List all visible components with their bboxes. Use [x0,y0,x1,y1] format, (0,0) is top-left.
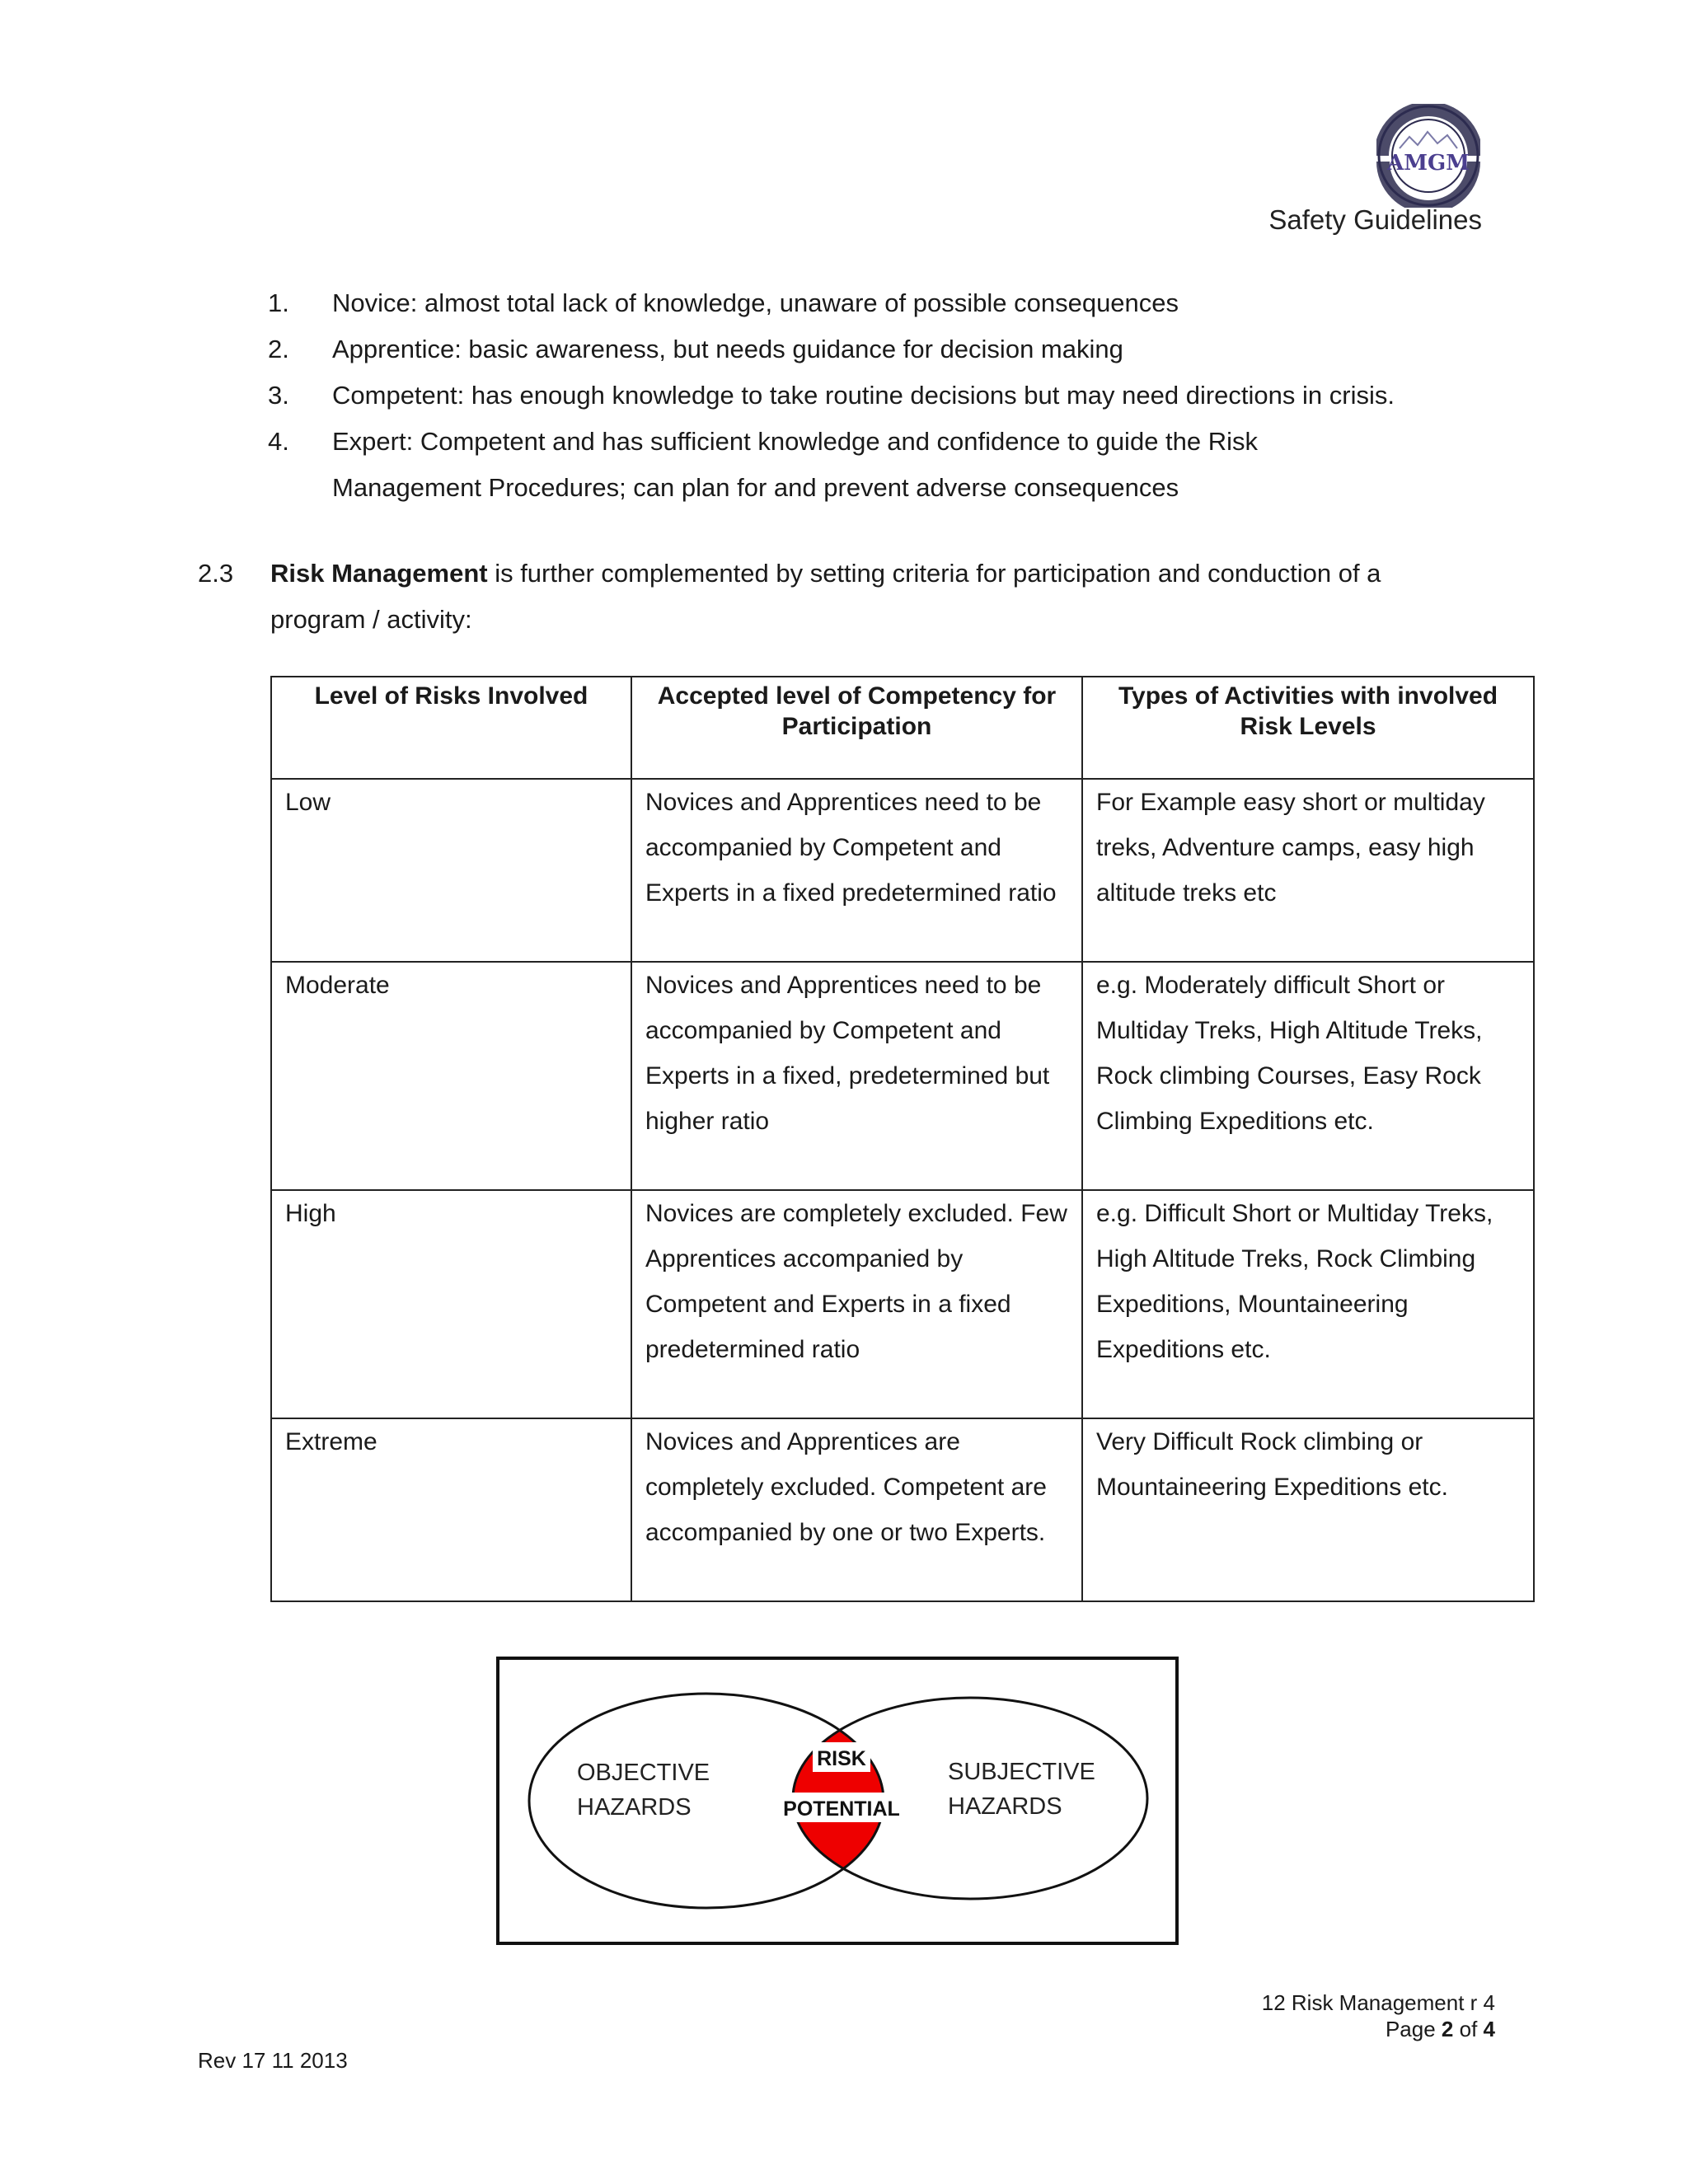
list-item-competent: Competent: has enough knowledge to take routine decisions but may need directions in crisis. [332,381,1395,410]
table-cell: Low [271,779,631,962]
section-number: 2.3 [198,559,234,588]
table-cell: Novices are completely excluded. Few Apprentices accompanied by Competent and Experts in a fixed predetermined ratio [631,1190,1082,1418]
section-paragraph-line1 [270,559,1381,588]
section-line1-text: is further complemented by setting criteria for participation and conduction of a [487,559,1381,588]
list-item-expert-continued: Management Procedures; can plan for and prevent adverse consequences [332,473,1179,502]
footer-document-name: 12 Risk Management r 4 [1261,1990,1495,2015]
table-header-cell: Types of Activities with involved Risk Levels [1082,677,1534,779]
list-item-expert: Expert: Competent and has sufficient knowledge and confidence to guide the Risk [332,427,1259,456]
logo-monogram: AMGM [1387,151,1470,176]
table-cell: Novices and Apprentices need to be accompanied by Competent and Experts in a fixed, predetermined but higher ratio [631,962,1082,1190]
section-bold-lead: Risk Management [270,559,488,588]
header-title: Safety Guidelines [1268,204,1482,235]
page-prefix: Page [1385,2017,1442,2041]
table-header-row [271,677,1534,779]
page-current: 2 [1441,2017,1454,2041]
list-number: 1. [268,288,289,317]
list-number: 4. [268,427,289,456]
list-item-apprentice: Apprentice: basic awareness, but needs guidance for decision making [332,335,1123,363]
list-item-novice: Novice: almost total lack of knowledge, unaware of possible consequences [332,288,1179,317]
table-cell: For Example easy short or multiday treks, Adventure camps, easy high altitude treks etc [1082,779,1534,962]
table-cell: Very Difficult Rock climbing or Mountaineering Expeditions etc. [1082,1418,1534,1601]
table-cell: Moderate [271,962,631,1190]
potential-label: POTENTIAL [783,1797,900,1821]
objective-label-line2: HAZARDS [577,1794,692,1821]
list-number: 3. [268,381,289,410]
list-number: 2. [268,335,289,363]
table-row [271,1190,1534,1418]
risk-table [270,676,1535,1602]
table-cell: Novices and Apprentices are completely excluded. Competent are accompanied by one or two Experts. [631,1418,1082,1601]
table-row [271,962,1534,1190]
subjective-label-line1: SUBJECTIVE [948,1759,1095,1785]
table-cell: e.g. Difficult Short or Multiday Treks, High Altitude Treks, Rock Climbing Expeditions, Mountaineering Expeditions etc. [1082,1190,1534,1418]
subjective-label-line2: HAZARDS [948,1793,1062,1820]
section-paragraph-line2: program / activity: [270,605,472,634]
table-cell: Novices and Apprentices need to be accompanied by Competent and Experts in a fixed predetermined ratio [631,779,1082,962]
page-of: of [1453,2017,1484,2041]
table-cell: e.g. Moderately difficult Short or Multiday Treks, High Altitude Treks, Rock climbing Courses, Easy Rock Climbing Expeditions etc. [1082,962,1534,1190]
footer-page-number [1386,2017,1495,2042]
risk-venn-diagram [496,1657,1179,1945]
footer-revision: Rev 17 11 2013 [198,2048,348,2073]
page-total: 4 [1483,2017,1495,2041]
table-cell: High [271,1190,631,1418]
risk-label: RISK [817,1747,866,1770]
table-header-cell: Level of Risks Involved [271,677,631,779]
table-row [271,779,1534,962]
table-cell: Extreme [271,1418,631,1601]
objective-label-line1: OBJECTIVE [577,1760,710,1786]
table-row [271,1418,1534,1601]
amgm-logo [1376,104,1480,208]
table-header-cell: Accepted level of Competency for Participation [631,677,1082,779]
